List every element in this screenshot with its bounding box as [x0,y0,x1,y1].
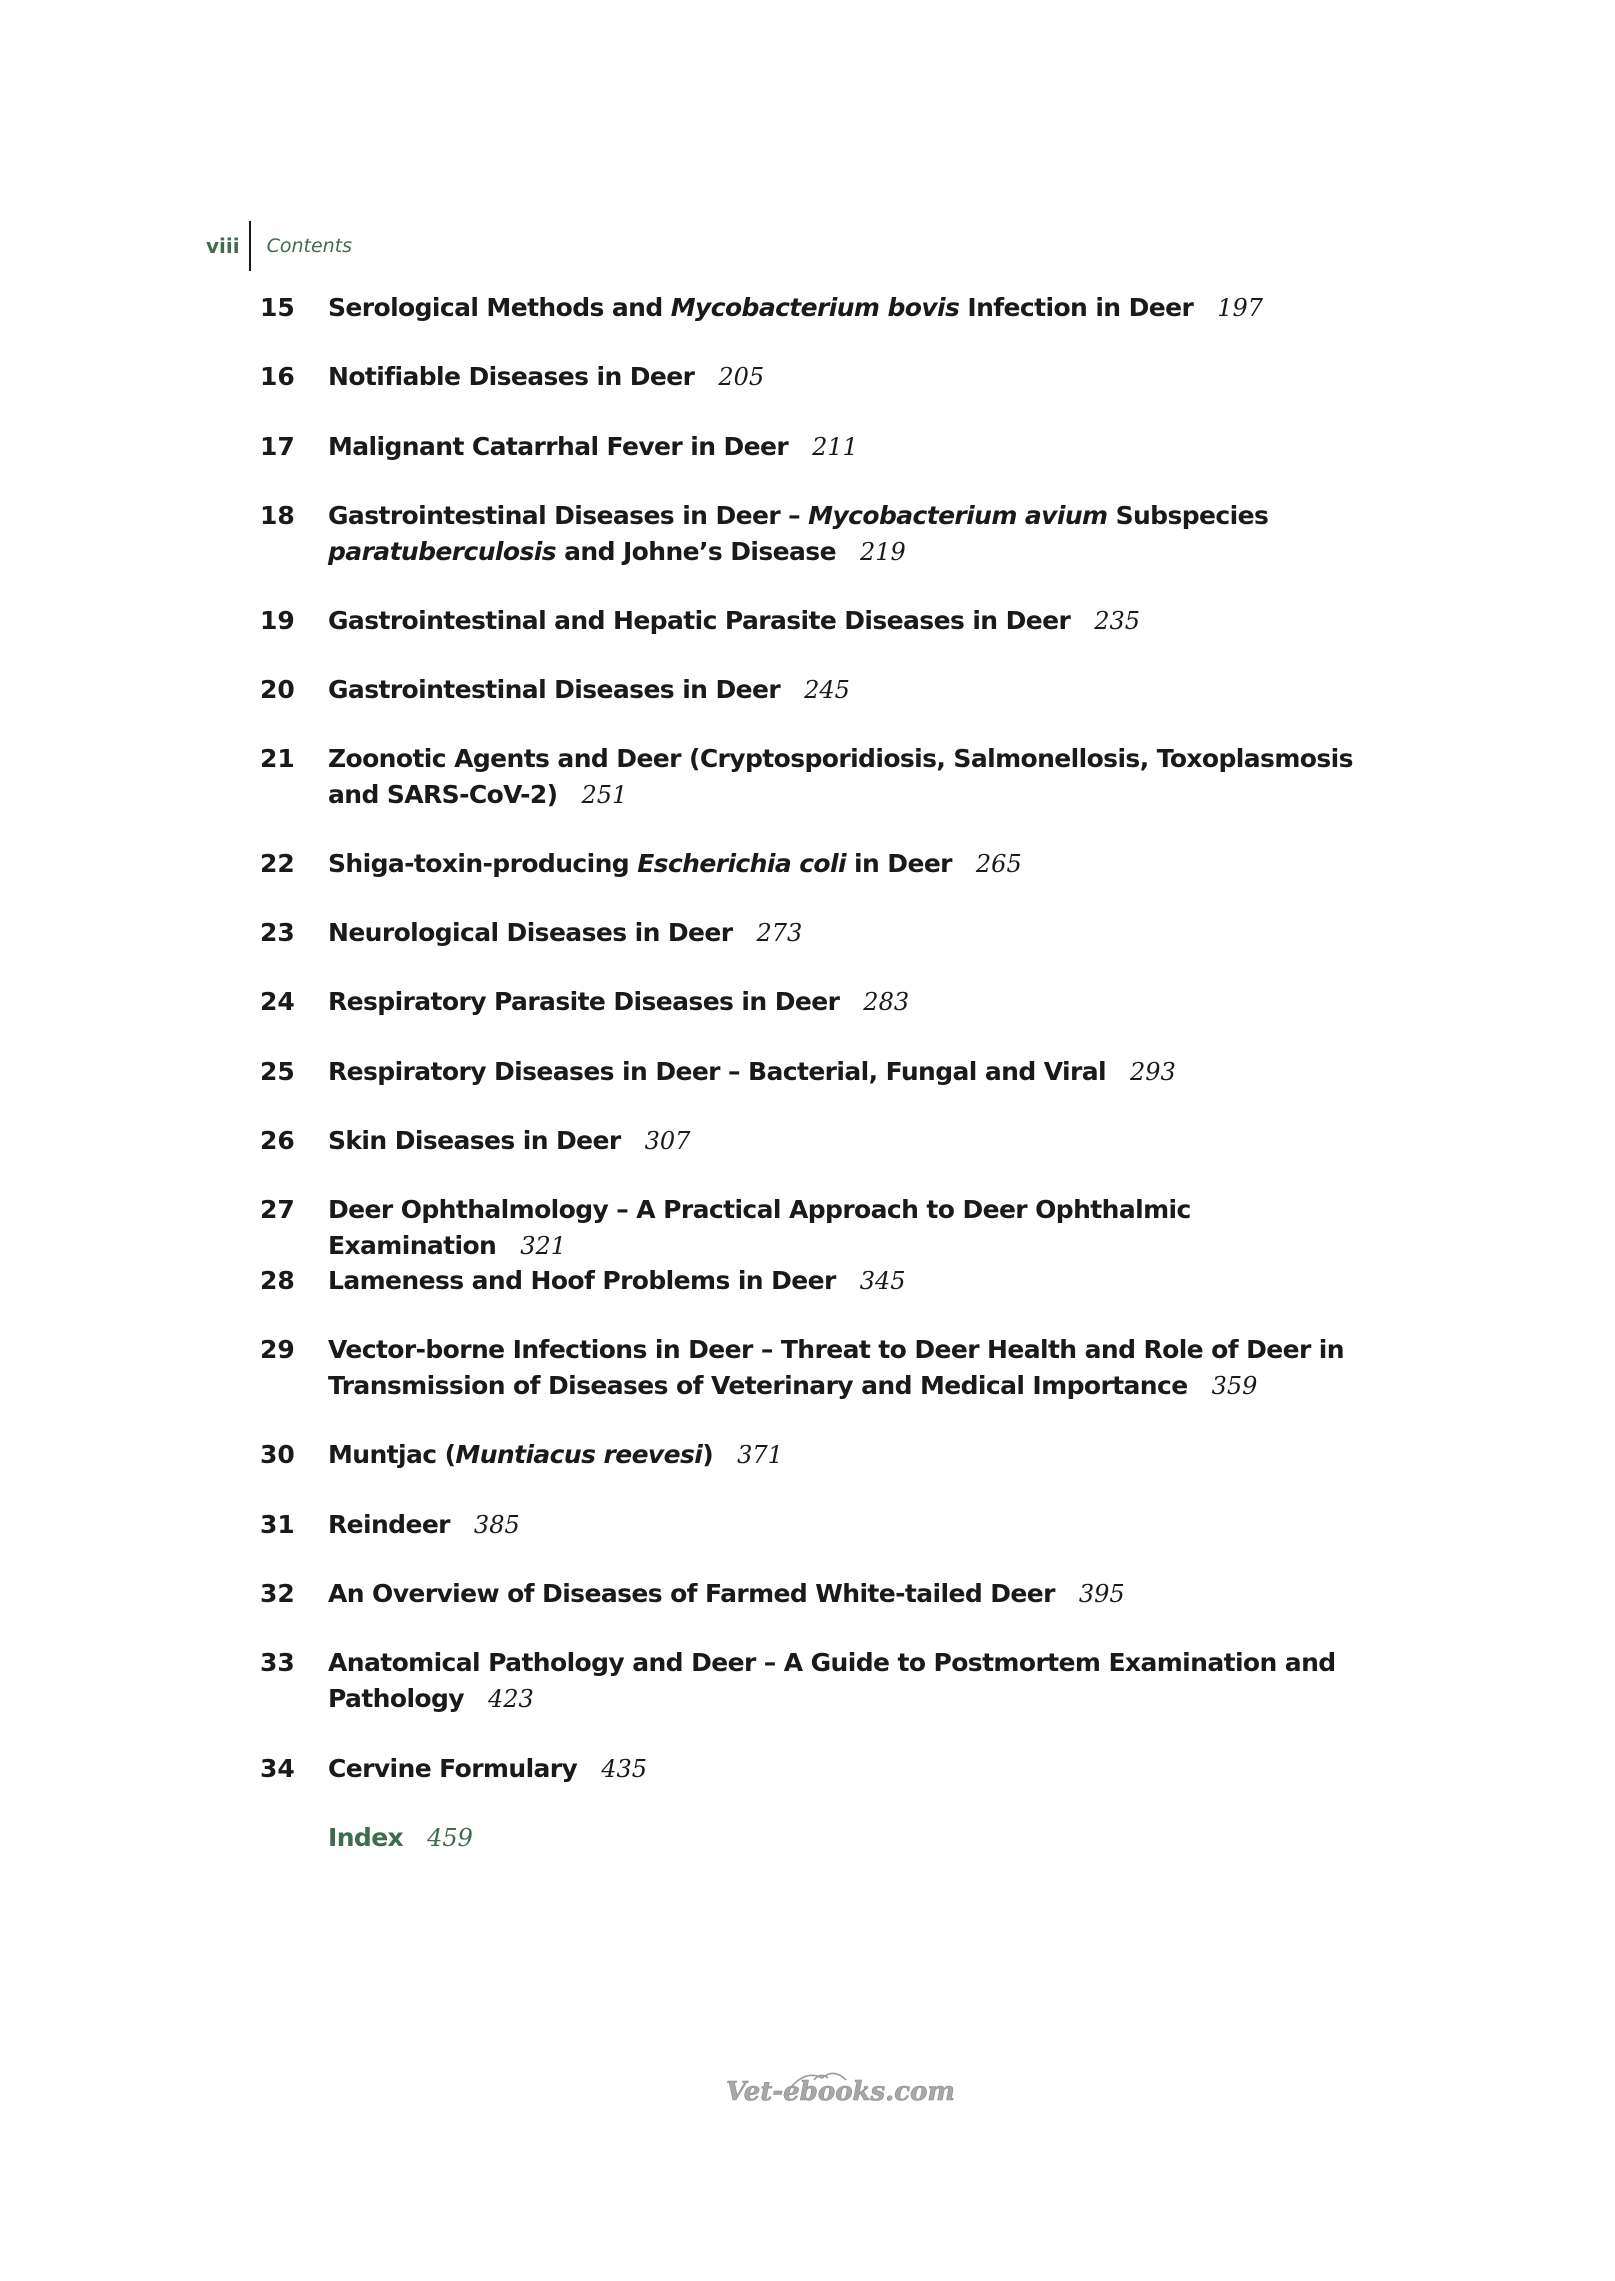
chapter-number: 24 [260,987,295,1016]
chapter-title [328,603,1390,639]
header-divider [249,221,251,271]
toc-entry[interactable] [260,1507,1390,1543]
chapter-number: 26 [260,1126,295,1155]
chapter-title-segment: and Johne’s Disease [556,537,836,566]
chapter-title-segment: Malignant Catarrhal Fever in Deer [328,432,789,461]
chapter-number: 32 [260,1579,295,1608]
chapter-title-segment: Respiratory Parasite Diseases in Deer [328,987,840,1016]
toc-entry[interactable] [260,672,1390,708]
chapter-title-segment: Reindeer [328,1510,450,1539]
chapter-number: 33 [260,1648,295,1677]
chapter-title-segment: Skin Diseases in Deer [328,1126,621,1155]
chapter-title-segment: Anatomical Pathology and Deer – A Guide to Postmortem Examination and Pathology [328,1648,1336,1713]
chapter-title-segment: Vector-borne Infections in Deer – Threat to Deer Health and Role of Deer in Transmission of Diseases of Veterinary and Medical Importance [328,1335,1344,1400]
index-title [328,1820,1390,1856]
toc-entry[interactable] [260,498,1390,570]
chapter-title [328,984,1390,1020]
chapter-title-segment: Neurological Diseases in Deer [328,918,733,947]
chapter-title [328,672,1390,708]
chapter-title-segment: Gastrointestinal Diseases in Deer [328,675,781,704]
page-number: viii [206,234,240,258]
chapter-title [328,915,1390,951]
chapter-title-italic-segment: Mycobacterium bovis [670,293,960,322]
chapter-title-segment: Zoonotic Agents and Deer (Cryptosporidiosis, Salmonellosis, Toxoplasmosis and SARS-CoV-2) [328,744,1353,809]
chapter-title [328,846,1390,882]
chapter-title [328,1751,1390,1787]
index-label: Index [328,1823,404,1852]
chapter-number: 20 [260,675,295,704]
chapter-number: 27 [260,1195,295,1224]
toc-entry[interactable] [260,429,1390,465]
chapter-title [328,1576,1390,1612]
chapter-title-segment: Subspecies [1107,501,1269,530]
chapter-number: 30 [260,1440,295,1469]
toc-entry[interactable] [260,1263,1390,1299]
index-page-number: 459 [427,1824,473,1852]
chapter-title-italic-segment: paratuberculosis [328,537,556,566]
chapter-number: 21 [260,744,295,773]
chapter-page-number: 423 [487,1685,534,1713]
chapter-page-number: 283 [863,988,910,1016]
chapter-title-segment: ) [702,1440,714,1469]
chapter-title-segment: Cervine Formulary [328,1754,578,1783]
chapter-title-segment: Shiga-toxin-producing [328,849,638,878]
chapter-number: 28 [260,1266,295,1295]
chapter-page-number: 371 [737,1441,783,1469]
chapter-page-number: 385 [473,1511,520,1539]
chapter-title [328,1645,1390,1717]
chapter-page-number: 211 [812,433,858,461]
toc-entry[interactable] [260,915,1390,951]
toc-entry[interactable] [260,290,1390,326]
toc-entry[interactable] [260,603,1390,639]
watermark-text: Vet-ebooks.com [726,2077,955,2107]
chapter-page-number: 251 [581,781,628,809]
chapter-title-segment: Respiratory Diseases in Deer – Bacterial, Fungal and Viral [328,1057,1106,1086]
chapter-title-segment: Gastrointestinal Diseases in Deer – [328,501,809,530]
chapter-title [328,1054,1390,1090]
toc-entry[interactable] [260,1123,1390,1159]
chapter-title-segment: Gastrointestinal and Hepatic Parasite Diseases in Deer [328,606,1071,635]
chapter-title-segment: Serological Methods and [328,293,671,322]
toc-entry[interactable] [260,1437,1390,1473]
chapter-title [328,359,1390,395]
chapter-page-number: 205 [718,363,765,391]
chapter-number: 31 [260,1510,295,1539]
chapter-number: 22 [260,849,295,878]
toc-entry[interactable] [260,1576,1390,1612]
watermark-logo [722,2066,955,2110]
chapter-title [328,1192,1390,1264]
chapter-page-number: 235 [1094,607,1140,635]
chapter-title-segment: Muntjac ( [328,1440,456,1469]
chapter-title [328,1263,1390,1299]
toc-entry[interactable] [260,1751,1390,1787]
chapter-title [328,1437,1390,1473]
chapter-page-number: 307 [644,1127,691,1155]
chapter-number: 16 [260,362,295,391]
chapter-number: 15 [260,293,295,322]
chapter-page-number: 245 [804,676,850,704]
chapter-title [328,498,1390,570]
chapter-title-segment: Infection in Deer [959,293,1194,322]
chapter-number: 18 [260,501,295,530]
chapter-title-italic-segment: Muntiacus reevesi [455,1440,703,1469]
chapter-page-number: 395 [1078,1580,1125,1608]
chapter-page-number: 321 [520,1232,567,1260]
chapter-title [328,429,1390,465]
toc-entry[interactable] [260,1645,1390,1717]
chapter-page-number: 345 [859,1267,906,1295]
chapter-page-number: 197 [1217,294,1264,322]
chapter-title-segment: in Deer [845,849,952,878]
chapter-title-segment: Lameness and Hoof Problems in Deer [328,1266,836,1295]
chapter-title [328,1332,1390,1404]
chapter-number: 17 [260,432,295,461]
chapter-title-segment: Deer Ophthalmology – A Practical Approach to Deer Ophthalmic Examination [328,1195,1191,1260]
chapter-number: 19 [260,606,295,635]
chapter-number: 25 [260,1057,295,1086]
toc-entry[interactable] [260,984,1390,1020]
running-head: Contents [266,235,353,257]
page-header [206,218,352,274]
chapter-number: 23 [260,918,295,947]
chapter-title-segment: Notifiable Diseases in Deer [328,362,695,391]
toc-entry[interactable] [260,1332,1390,1404]
chapter-page-number: 219 [859,538,906,566]
chapter-page-number: 359 [1211,1372,1258,1400]
chapter-title [328,290,1390,326]
toc-entry[interactable] [260,359,1390,395]
chapter-title [328,741,1390,813]
chapter-title [328,1507,1390,1543]
chapter-number: 34 [260,1754,295,1783]
chapter-page-number: 265 [975,850,1022,878]
toc-entry[interactable] [260,741,1390,813]
toc-entry[interactable] [260,846,1390,882]
toc-entry[interactable] [260,1192,1390,1264]
chapter-title-italic-segment: Escherichia coli [637,849,846,878]
toc-entry[interactable] [260,1054,1390,1090]
chapter-page-number: 273 [756,919,803,947]
chapter-title [328,1123,1390,1159]
chapter-number: 29 [260,1335,295,1364]
chapter-title-segment: An Overview of Diseases of Farmed White-tailed Deer [328,1579,1055,1608]
chapter-page-number: 435 [601,1755,648,1783]
chapter-title-italic-segment: Mycobacterium avium [808,501,1108,530]
toc-index-entry[interactable] [260,1820,1390,1856]
chapter-page-number: 293 [1130,1058,1176,1086]
